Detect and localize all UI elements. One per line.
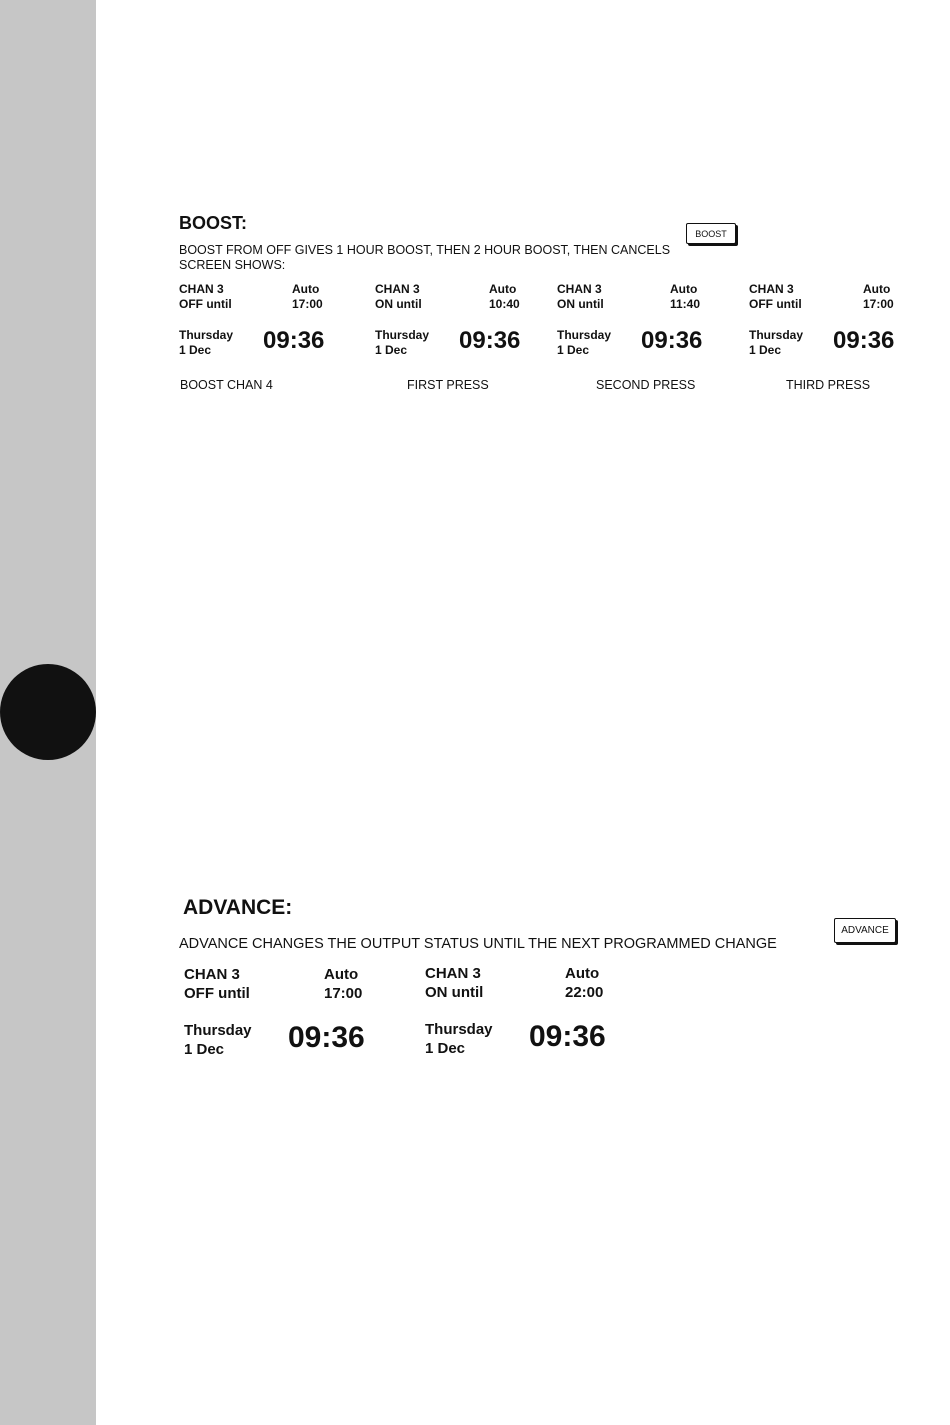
boost-description-line-1: BOOST FROM OFF GIVES 1 HOUR BOOST, THEN 2 HOUR BOOST, THEN CANCELS <box>179 243 671 257</box>
channel-label: CHAN 3 <box>375 282 420 296</box>
advance-description: ADVANCE CHANGES THE OUTPUT STATUS UNTIL THE NEXT PROGRAMMED CHANGE <box>179 936 777 952</box>
day-label: Thursday <box>375 328 430 342</box>
screen-channel-status <box>749 282 802 312</box>
channel-label: CHAN 3 <box>425 965 481 982</box>
status-label: OFF until <box>749 297 802 311</box>
clock-display: 09:36 <box>529 1020 606 1053</box>
boost-description <box>179 243 670 273</box>
caption-boost-chan-4: BOOST CHAN 4 <box>180 378 273 392</box>
date-label: 1 Dec <box>749 343 782 357</box>
date-label: 1 Dec <box>557 343 590 357</box>
page-tab-marker <box>0 664 96 760</box>
date-label: 1 Dec <box>425 1040 466 1057</box>
screen-channel-status <box>375 282 422 312</box>
date-label: 1 Dec <box>184 1041 225 1058</box>
until-time: 17:00 <box>292 297 323 311</box>
until-time: 17:00 <box>324 985 363 1002</box>
status-label: ON until <box>425 984 484 1001</box>
boost-screen-third-press <box>749 282 929 357</box>
until-time: 22:00 <box>565 984 604 1001</box>
boost-section-title: BOOST: <box>179 213 248 233</box>
mode-label: Auto <box>565 965 600 982</box>
channel-label: CHAN 3 <box>749 282 794 296</box>
status-label: OFF until <box>179 297 232 311</box>
day-label: Thursday <box>179 328 234 342</box>
date-label: 1 Dec <box>375 343 408 357</box>
screen-mode-time <box>670 282 700 312</box>
clock-display: 09:36 <box>833 327 895 354</box>
screen-mode-time <box>489 282 520 312</box>
clock-display: 09:36 <box>288 1021 365 1054</box>
day-label: Thursday <box>425 1021 493 1038</box>
screen-day-date <box>375 328 429 358</box>
screen-channel-status <box>184 965 250 1003</box>
screen-day-date <box>557 328 611 358</box>
mode-label: Auto <box>863 282 891 296</box>
status-label: OFF until <box>184 985 250 1002</box>
screen-channel-status <box>179 282 232 312</box>
status-label: ON until <box>557 297 604 311</box>
boost-screen-first-press <box>375 282 555 357</box>
day-label: Thursday <box>749 328 804 342</box>
screen-day-date <box>184 1021 252 1059</box>
mode-label: Auto <box>670 282 698 296</box>
clock-display: 09:36 <box>641 327 703 354</box>
screen-channel-status <box>557 282 604 312</box>
boost-button[interactable]: BOOST <box>686 223 736 244</box>
until-time: 10:40 <box>489 297 520 311</box>
channel-label: CHAN 3 <box>179 282 224 296</box>
mode-label: Auto <box>489 282 517 296</box>
caption-first-press: FIRST PRESS <box>407 378 489 392</box>
caption-third-press: THIRD PRESS <box>786 378 871 392</box>
mode-label: Auto <box>292 282 320 296</box>
screen-mode-time <box>324 965 362 1003</box>
screen-mode-time <box>292 282 323 312</box>
channel-label: CHAN 3 <box>184 966 240 983</box>
boost-description-line-2: SCREEN SHOWS: <box>179 258 286 272</box>
screen-channel-status <box>425 964 483 1002</box>
advance-section-title: ADVANCE: <box>183 896 293 919</box>
date-label: 1 Dec <box>179 343 212 357</box>
until-time: 11:40 <box>670 297 701 311</box>
until-time: 17:00 <box>863 297 894 311</box>
boost-screen-second-press <box>557 282 737 357</box>
advance-button[interactable]: ADVANCE <box>834 918 896 943</box>
screen-day-date <box>425 1020 493 1058</box>
advance-screen-before <box>184 965 424 1060</box>
boost-screen-off <box>179 282 359 357</box>
screen-day-date <box>179 328 233 358</box>
day-label: Thursday <box>557 328 612 342</box>
day-label: Thursday <box>184 1022 252 1039</box>
screen-mode-time <box>565 964 603 1002</box>
advance-screen-after <box>425 964 665 1059</box>
status-label: ON until <box>375 297 422 311</box>
caption-second-press: SECOND PRESS <box>596 378 696 392</box>
screen-day-date <box>749 328 803 358</box>
mode-label: Auto <box>324 966 359 983</box>
clock-display: 09:36 <box>459 327 521 354</box>
channel-label: CHAN 3 <box>557 282 602 296</box>
clock-display: 09:36 <box>263 327 325 354</box>
screen-mode-time <box>863 282 894 312</box>
